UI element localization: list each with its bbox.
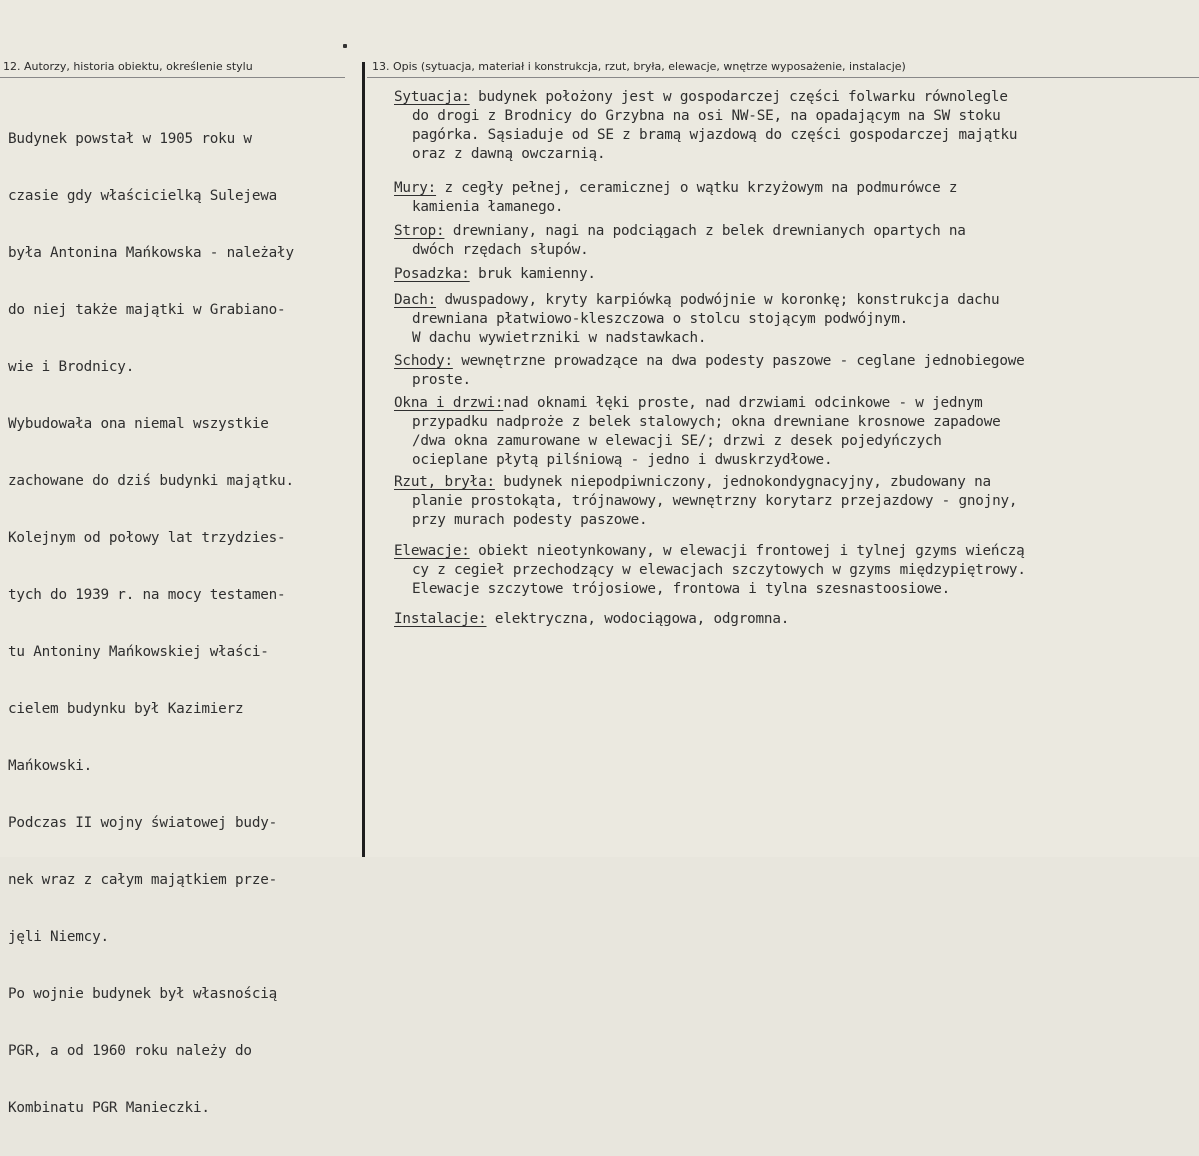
section-line: Elewacje szczytowe trójosiowe, frontowa i tylna szesnastoosiowe.	[412, 581, 951, 597]
history-line: Kolejnym od połowy lat trzydzies-	[8, 530, 286, 546]
section-label: Strop:	[394, 223, 445, 239]
history-line: cielem budynku był Kazimierz	[8, 701, 244, 717]
section-line: drewniana płatwiowo-kleszczowa o stolcu stojącym podwójnym.	[412, 311, 909, 327]
column-divider	[362, 62, 365, 857]
section-mury	[394, 179, 957, 217]
section-label: Rzut, bryła:	[394, 474, 495, 490]
section-line: przy murach podesty paszowe.	[412, 512, 648, 528]
section-line: oraz z dawną owczarnią.	[412, 146, 606, 162]
section-line: ocieplane płytą pilśniową - jedno i dwuskrzydłowe.	[412, 452, 833, 468]
section-label: Elewacje:	[394, 543, 470, 559]
section-line: dwuspadowy, kryty karpiówką podwójnie w koronkę; konstrukcja dachu	[436, 292, 1000, 308]
section-line: planie prostokąta, trójnawowy, wewnętrzny korytarz przejazdowy - gnojny,	[412, 493, 1018, 509]
section-line: kamienia łamanego.	[412, 199, 564, 215]
history-line: tych do 1939 r. na mocy testamen-	[8, 587, 286, 603]
history-line: jęli Niemcy.	[8, 929, 109, 945]
section-okna-drzwi	[394, 394, 1001, 470]
header-rule-left	[0, 77, 345, 78]
history-line: Mańkowski.	[8, 758, 93, 774]
section-line: drewniany, nagi na podciągach z belek drewnianych opartych na	[444, 223, 966, 239]
history-line: do niej także majątki w Grabiano-	[8, 302, 286, 318]
history-line: Kombinatu PGR Manieczki.	[8, 1100, 210, 1116]
section-line: z cegły pełnej, ceramicznej o wątku krzyżowym na podmurówce z	[436, 180, 958, 196]
section-label: Instalacje:	[394, 611, 487, 627]
history-line: Podczas II wojny światowej budy-	[8, 815, 278, 831]
history-text	[8, 92, 294, 1156]
section-line: pagórka. Sąsiaduje od SE z bramą wjazdową do części gospodarczej majątku	[412, 127, 1018, 143]
section-label: Okna i drzwi:	[394, 395, 504, 411]
section-instalacje	[394, 610, 789, 629]
section-posadzka	[394, 265, 596, 284]
section-label: Dach:	[394, 292, 437, 308]
section-line: obiekt nieotynkowany, w elewacji frontowej i tylnej gzyms wieńczą	[469, 543, 1025, 559]
section-label: Posadzka:	[394, 266, 470, 282]
section-line: dwóch rzędach słupów.	[412, 242, 589, 258]
section-strop	[394, 222, 966, 260]
section-12-header: 12. Autorzy, historia obiektu, określenie stylu	[3, 60, 253, 73]
section-13-header: 13. Opis (sytuacja, materiał i konstrukcja, rzut, bryła, elewacje, wnętrze wyposażenie, instalacje)	[372, 60, 906, 73]
history-line: Po wojnie budynek był własnością	[8, 986, 278, 1002]
history-line: PGR, a od 1960 roku należy do	[8, 1043, 252, 1059]
section-elewacje	[394, 542, 1026, 599]
section-label: Schody:	[394, 353, 453, 369]
header-rule-right	[367, 77, 1199, 78]
section-line: budynek niepodpiwniczony, jednokondygnacyjny, zbudowany na	[494, 474, 991, 490]
section-dach	[394, 291, 999, 348]
history-line: zachowane do dziś budynki majątku.	[8, 473, 294, 489]
history-line: nek wraz z całym majątkiem prze-	[8, 872, 278, 888]
description-text	[394, 88, 1026, 627]
section-rzut-bryla	[394, 473, 1017, 530]
section-line: przypadku nadproże z belek stalowych; okna drewniane krosnowe zapadowe	[412, 414, 1001, 430]
section-line: budynek położony jest w gospodarczej części folwarku równolegle	[469, 89, 1008, 105]
section-line: proste.	[412, 372, 471, 388]
section-sytuacja	[394, 88, 1017, 164]
section-line: cy z cegieł przechodzący w elewacjach szczytowych w gzyms międzypiętrowy.	[412, 562, 1026, 578]
section-line: bruk kamienny.	[469, 266, 596, 282]
section-schody	[394, 352, 1025, 390]
section-line: do drogi z Brodnicy do Grzybna na osi NW-SE, na opadającym na SW stoku	[412, 108, 1001, 124]
section-line: nad oknami łęki proste, nad drzwiami odcinkowe - w jednym	[503, 395, 983, 411]
section-line: W dachu wywietrzniki w nadstawkach.	[412, 330, 707, 346]
section-line: wewnętrzne prowadzące na dwa podesty paszowe - ceglane jednobiegowe	[452, 353, 1025, 369]
section-label: Sytuacja:	[394, 89, 470, 105]
history-line: tu Antoniny Mańkowskiej właści-	[8, 644, 269, 660]
section-line: /dwa okna zamurowane w elewacji SE/; drzwi z desek pojedyńczych	[412, 433, 942, 449]
history-line: Budynek powstał w 1905 roku w	[8, 131, 252, 147]
history-line: wie i Brodnicy.	[8, 359, 135, 375]
history-line: czasie gdy właścicielką Sulejewa	[8, 188, 278, 204]
section-label: Mury:	[394, 180, 437, 196]
section-line: elektryczna, wodociągowa, odgromna.	[486, 611, 790, 627]
history-line: była Antonina Mańkowska - należały	[8, 245, 294, 261]
history-line: Wybudowała ona niemal wszystkie	[8, 416, 269, 432]
ink-dot	[343, 44, 347, 48]
